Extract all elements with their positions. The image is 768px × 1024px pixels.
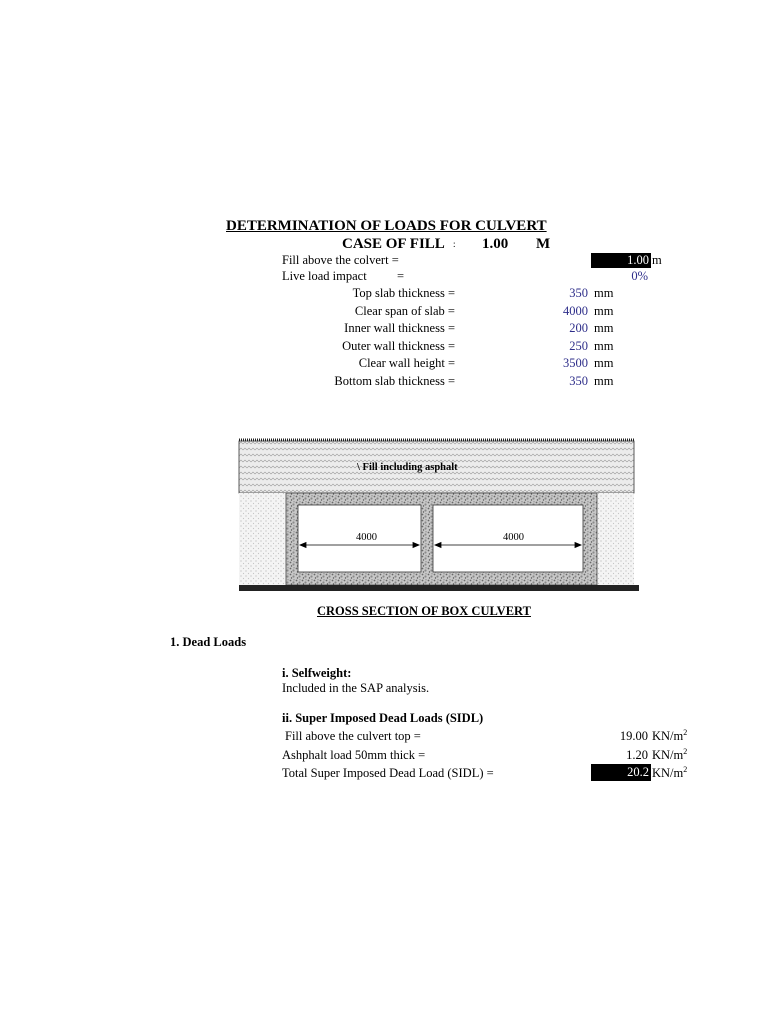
case-of-fill-label: CASE OF FILL — [342, 236, 445, 252]
top-slab-value: 350 — [569, 286, 588, 300]
sidl-asphalt-label: Ashphalt load 50mm thick = — [282, 748, 426, 762]
sidl-heading: ii. Super Imposed Dead Loads (SIDL) — [282, 711, 484, 725]
bottom-slab-value: 350 — [569, 374, 588, 388]
inner-wall-value: 200 — [569, 321, 588, 335]
span-left-label: 4000 — [356, 532, 377, 543]
sidl-total-unit: $KN/m^2$ — [652, 764, 688, 780]
case-of-fill-unit: M — [536, 236, 551, 252]
case-separator: : — [453, 239, 456, 249]
outer-wall-label: Outer wall thickness = — [342, 339, 455, 353]
clear-span-unit: mm — [594, 304, 614, 318]
live-load-label: Live load impact — [282, 269, 367, 283]
sidl-asphalt-unit: $KN/m^2$ — [652, 746, 688, 762]
sidl-total-label: Total Super Imposed Dead Load (SIDL) = — [282, 766, 494, 780]
fill-above-label: Fill above the colvert = — [282, 253, 399, 267]
box-culvert-cross-section — [235, 435, 645, 595]
inner-wall-unit: mm — [594, 321, 614, 335]
fill-above-unit: m — [652, 253, 662, 267]
clear-span-label: Clear span of slab = — [354, 304, 455, 318]
inner-wall-label: Inner wall thickness = — [344, 321, 455, 335]
sidl-fill-value: 19.00 — [619, 729, 648, 743]
clear-wall-height-value: 3500 — [563, 356, 588, 370]
span-right-label: 4000 — [503, 532, 524, 543]
sidl-fill-unit: $KN/m^2$ — [652, 727, 688, 743]
diagram-caption: CROSS SECTION OF BOX CULVERT — [317, 604, 531, 618]
fill-label: \ Fill including asphalt — [357, 462, 458, 473]
culvert-body — [286, 493, 597, 585]
clear-wall-height-unit: mm — [594, 356, 614, 370]
clear-wall-height-label: Clear wall height = — [358, 356, 455, 370]
clear-span-value: 4000 — [563, 304, 588, 318]
live-load-eq: = — [397, 269, 405, 283]
case-of-fill-value: 1.00 — [482, 236, 509, 252]
outer-wall-unit: mm — [594, 339, 614, 353]
dead-loads-heading: 1. Dead Loads — [170, 635, 247, 649]
bottom-slab-label: Bottom slab thickness = — [334, 374, 455, 388]
sidl-fill-label: Fill above the culvert top = — [285, 729, 421, 743]
fill-above-value: 1.00 — [591, 253, 651, 268]
top-slab-unit: mm — [594, 286, 614, 300]
right-soil — [597, 493, 634, 585]
bottom-slab-unit: mm — [594, 374, 614, 388]
selfweight-text: Included in the SAP analysis. — [282, 681, 430, 695]
outer-wall-value: 250 — [569, 339, 588, 353]
sidl-asphalt-value: 1.20 — [626, 748, 648, 762]
ground-line — [239, 585, 639, 591]
live-load-value: 0% — [631, 269, 648, 283]
left-soil — [239, 493, 286, 585]
page-title: DETERMINATION OF LOADS FOR CULVERT — [226, 218, 547, 234]
sidl-total-value: 20.2 — [591, 764, 651, 781]
top-slab-label: Top slab thickness = — [352, 286, 455, 300]
selfweight-heading: i. Selfweight: — [282, 666, 352, 680]
